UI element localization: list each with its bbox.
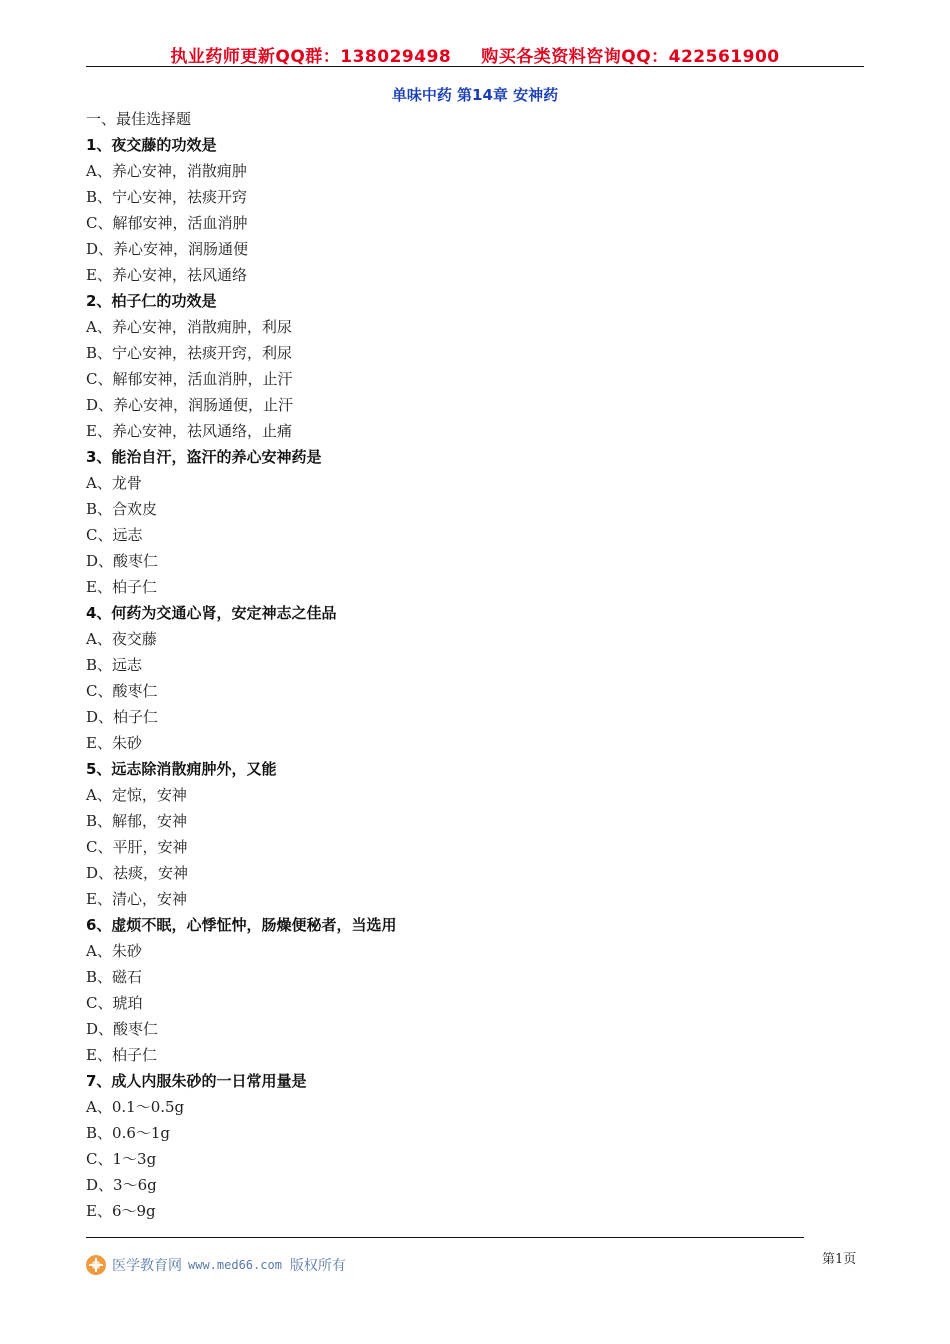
answer-option: C、酸枣仁 bbox=[86, 682, 158, 700]
answer-option: E、养心安神，祛风通络，止痛 bbox=[86, 422, 292, 440]
question-stem: 4、何药为交通心肾，安定神志之佳品 bbox=[86, 604, 337, 622]
answer-option: A、夜交藤 bbox=[86, 630, 157, 648]
brand-url: www.med66.com bbox=[188, 1258, 282, 1272]
answer-option: B、0.6～1g bbox=[86, 1124, 171, 1142]
answer-option: A、养心安神，消散痈肿，利尿 bbox=[86, 318, 292, 336]
answer-option: B、宁心安神，祛痰开窍，利尿 bbox=[86, 344, 293, 362]
answer-option: C、1～3g bbox=[86, 1150, 157, 1168]
brand-name: 医学教育网 bbox=[112, 1258, 182, 1274]
header-banner bbox=[0, 42, 950, 67]
qq-group-text: 执业药师更新QQ群：138029498 bbox=[170, 47, 452, 67]
answer-option: E、6～9g bbox=[86, 1202, 156, 1220]
header-divider bbox=[86, 66, 864, 67]
answer-option: C、远志 bbox=[86, 526, 143, 544]
question-stem: 7、成人内服朱砂的一日常用量是 bbox=[86, 1072, 307, 1090]
answer-option: D、祛痰，安神 bbox=[86, 864, 189, 882]
answer-option: B、解郁，安神 bbox=[86, 812, 188, 830]
question-stem: 1、夜交藤的功效是 bbox=[86, 136, 217, 154]
answer-option: D、3～6g bbox=[86, 1176, 157, 1194]
answer-option: B、远志 bbox=[86, 656, 143, 674]
document-title: 单味中药 第14章 安神药 bbox=[391, 86, 559, 104]
answer-option: C、解郁安神，活血消肿，止汗 bbox=[86, 370, 293, 388]
answer-option: D、养心安神，润肠通便 bbox=[86, 240, 249, 258]
answer-option: A、养心安神，消散痈肿 bbox=[86, 162, 247, 180]
page-number: 第1页 bbox=[822, 1252, 857, 1267]
answer-option: C、平肝，安神 bbox=[86, 838, 188, 856]
med66-logo-icon bbox=[86, 1255, 106, 1275]
answer-option: D、养心安神，润肠通便，止汗 bbox=[86, 396, 294, 414]
section-heading: 一、最佳选择题 bbox=[86, 110, 192, 128]
copyright-text: 版权所有 bbox=[289, 1258, 346, 1274]
answer-option: D、酸枣仁 bbox=[86, 1020, 159, 1038]
question-list bbox=[86, 106, 866, 1224]
question-stem: 2、柏子仁的功效是 bbox=[86, 292, 217, 310]
answer-option: B、磁石 bbox=[86, 968, 143, 986]
answer-option: A、0.1～0.5g bbox=[86, 1098, 185, 1116]
answer-option: C、琥珀 bbox=[86, 994, 143, 1012]
question-stem: 6、虚烦不眠，心悸怔忡，肠燥便秘者，当选用 bbox=[86, 916, 397, 934]
answer-option: C、解郁安神，活血消肿 bbox=[86, 214, 248, 232]
answer-option: A、龙骨 bbox=[86, 474, 142, 492]
question-stem: 5、远志除消散痈肿外，又能 bbox=[86, 760, 277, 778]
answer-option: D、柏子仁 bbox=[86, 708, 159, 726]
answer-option: B、合欢皮 bbox=[86, 500, 158, 518]
answer-option: E、养心安神，祛风通络 bbox=[86, 266, 247, 284]
answer-option: A、朱砂 bbox=[86, 942, 142, 960]
question-stem: 3、能治自汗，盗汗的养心安神药是 bbox=[86, 448, 322, 466]
answer-option: B、宁心安神，祛痰开窍 bbox=[86, 188, 248, 206]
footer-divider bbox=[86, 1237, 804, 1238]
answer-option: E、朱砂 bbox=[86, 734, 142, 752]
footer-brand bbox=[86, 1253, 346, 1277]
answer-option: E、清心，安神 bbox=[86, 890, 187, 908]
answer-option: E、柏子仁 bbox=[86, 578, 157, 596]
purchase-contact-text: 购买各类资料咨询QQ：422561900 bbox=[481, 47, 780, 67]
answer-option: D、酸枣仁 bbox=[86, 552, 159, 570]
answer-option: E、柏子仁 bbox=[86, 1046, 157, 1064]
answer-option: A、定惊，安神 bbox=[86, 786, 187, 804]
